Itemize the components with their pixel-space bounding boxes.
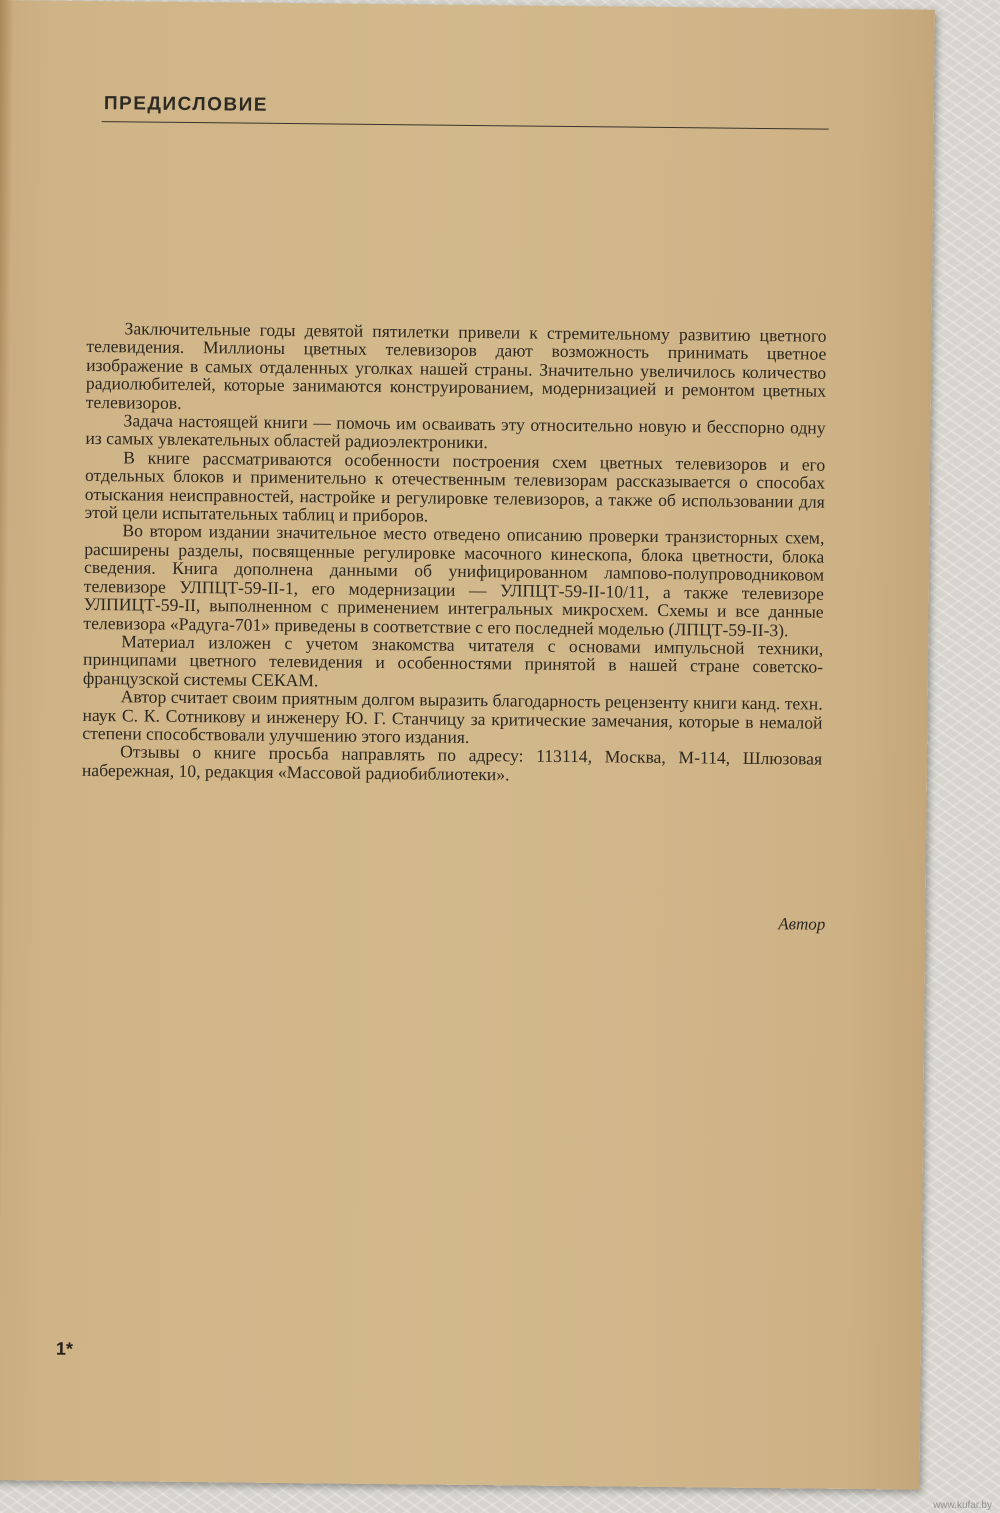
paragraph: Заключительные годы девятой пятилетки привели к стремительному развитию цветного телевидения. Миллионы цветных телевизоров дают возможность принимать цветное изображение в самых отдаленных уголках нашей страны. Значительно увеличилось количество радиолюбителей, которые занимаются конструированием, модернизацией и ремонтом цветных телевизоров.	[85, 318, 827, 413]
author-signature: Автор	[778, 914, 826, 934]
paragraph: Во втором издании значительное место отведено описанию проверки транзисторных схем, расширены разделы, посвященные регулировке масочного кинескопа, блока цветности, блока сведения. Книга дополнена данными об унифицированном лампово-полупроводниковом телевизоре УЛПЦТ-59-II-1, его модернизации — УЛПЦТ-59-II-10/11, а также телевизоре УЛПИЦТ-59-II, выполненном с применением интегральных микросхем. Схемы и все данные телевизора «Радуга-701» приведены в соответствие с его последней моделью (ЛПЦТ-59-II-3).	[83, 520, 825, 640]
paragraph: Отзывы о книге просьба направлять по адресу: 113114, Москва, М-114, Шлюзовая набережная, 10, редакция «Массовой радиобиблиотеки».	[81, 741, 823, 785]
watermark: www.kufar.by	[933, 1500, 992, 1511]
paragraph: Автор считает своим приятным долгом выразить благодарность рецензенту книги канд. техн. наук С. К. Сотникову и инженеру Ю. Г. Станчицу за критические замечания, которые в немалой степени способствовали улучшению этого издания.	[82, 686, 823, 747]
paragraph: Материал изложен с учетом знакомства читателя с основами импульсной техники, принципами цветного телевидения и особенностями принятой в нашей стране советско-французской системы СЕКАМ.	[82, 631, 824, 691]
page-number: 1*	[55, 1338, 73, 1359]
paragraph: В книге рассматриваются особенности построения схем цветных телевизоров и его отдельных блоков и применительно к отечественным телевизорам рассказывается о способах отыскания неисправностей, настройке и регулировке телевизоров, а также об использовании для этой цели испытательных таблиц и приборов.	[84, 447, 826, 526]
paragraph: Задача настоящей книги — помочь им осваивать эту относительно новую и бесспорно одну из самых увлекательных областей радиоэлектроники.	[85, 410, 826, 453]
page-heading: ПРЕДИСЛОВИЕ	[103, 93, 269, 116]
preface-body	[82, 319, 827, 787]
heading-rule	[102, 121, 829, 130]
page-edge-shadow	[0, 0, 14, 1480]
